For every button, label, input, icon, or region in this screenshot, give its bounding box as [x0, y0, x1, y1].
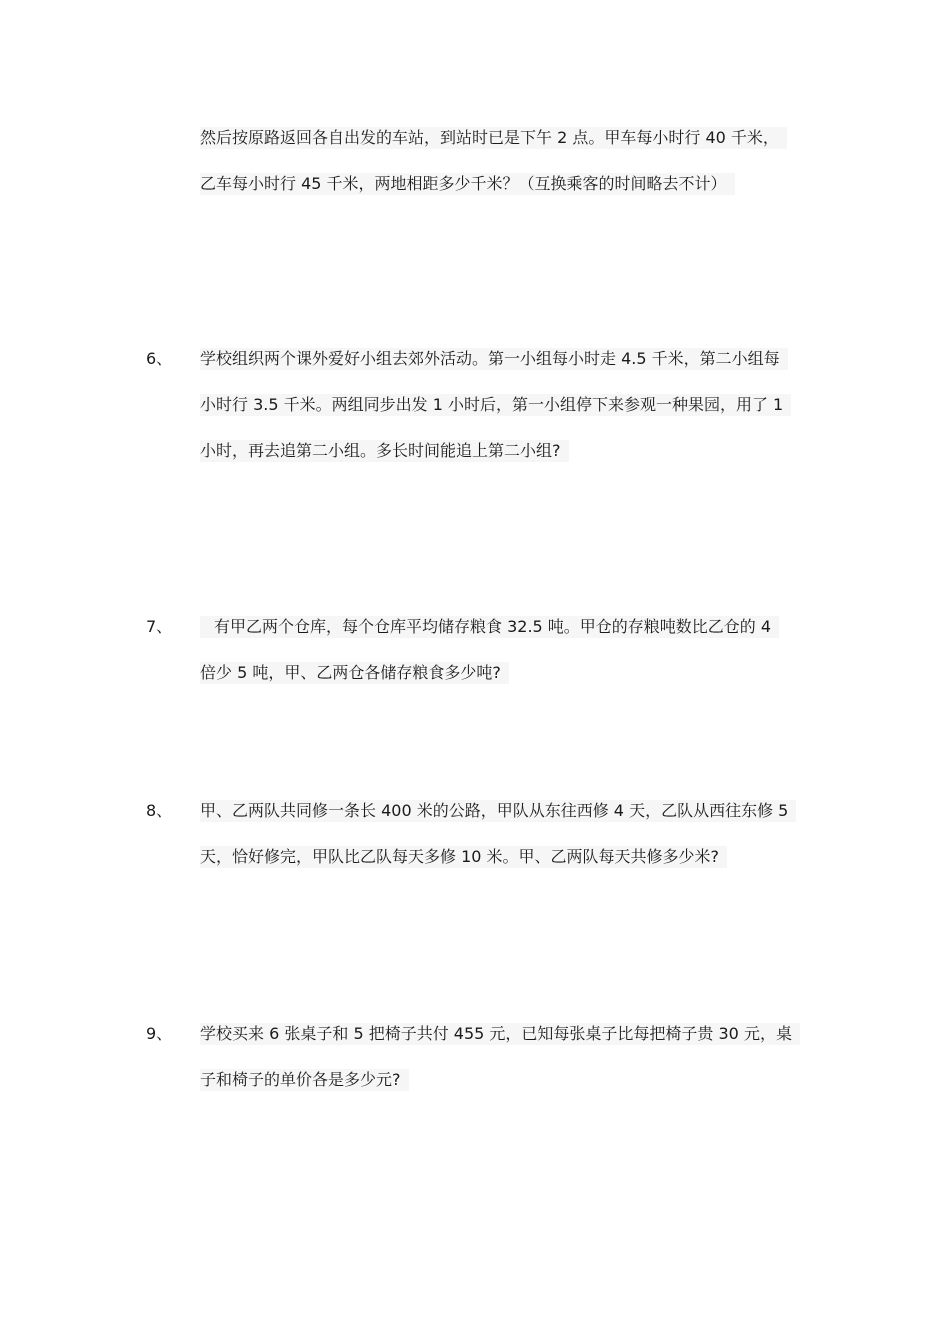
- problem-5-line-3: 乙车每小时行 45 千米，两地相距多少千米？（互换乘客的时间略去不计）: [200, 173, 735, 195]
- problem-6-line-1: 学校组织两个课外爱好小组去郊外活动。第一小组每小时走 4.5 千米，第二小组每: [200, 348, 788, 370]
- problem-8-number: 8、: [146, 801, 173, 820]
- problem-5-line-2: 然后按原路返回各自出发的车站，到站时已是下午 2 点。甲车每小时行 40 千米，: [200, 127, 787, 149]
- problem-9-line-2: 子和椅子的单价各是多少元?: [200, 1069, 409, 1091]
- problem-7-line-2: 倍少 5 吨，甲、乙两仓各储存粮食多少吨?: [200, 662, 509, 684]
- problem-8-line-2: 天，恰好修完，甲队比乙队每天多修 10 米。甲、乙两队每天共修多少米?: [200, 846, 727, 868]
- problem-7-line-1: 有甲乙两个仓库，每个仓库平均储存粮食 32.5 吨。甲仓的存粮吨数比乙仓的 4: [200, 616, 779, 638]
- problem-9-line-1: 学校买来 6 张桌子和 5 把椅子共付 455 元，已知每张桌子比每把椅子贵 30 元，桌: [200, 1023, 800, 1045]
- problem-6-line-2: 小时行 3.5 千米。两组同步出发 1 小时后，第一小组停下来参观一种果园，用了 1: [200, 394, 791, 416]
- problem-6-line-3: 小时，再去追第二小组。多长时间能追上第二小组?: [200, 440, 569, 462]
- problem-8-line-1: 甲、乙两队共同修一条长 400 米的公路，甲队从东往西修 4 天，乙队从西往东修 5: [200, 800, 796, 822]
- problem-7-number: 7、: [146, 617, 173, 636]
- problem-6-number: 6、: [146, 349, 173, 368]
- problem-9-number: 9、: [146, 1024, 173, 1043]
